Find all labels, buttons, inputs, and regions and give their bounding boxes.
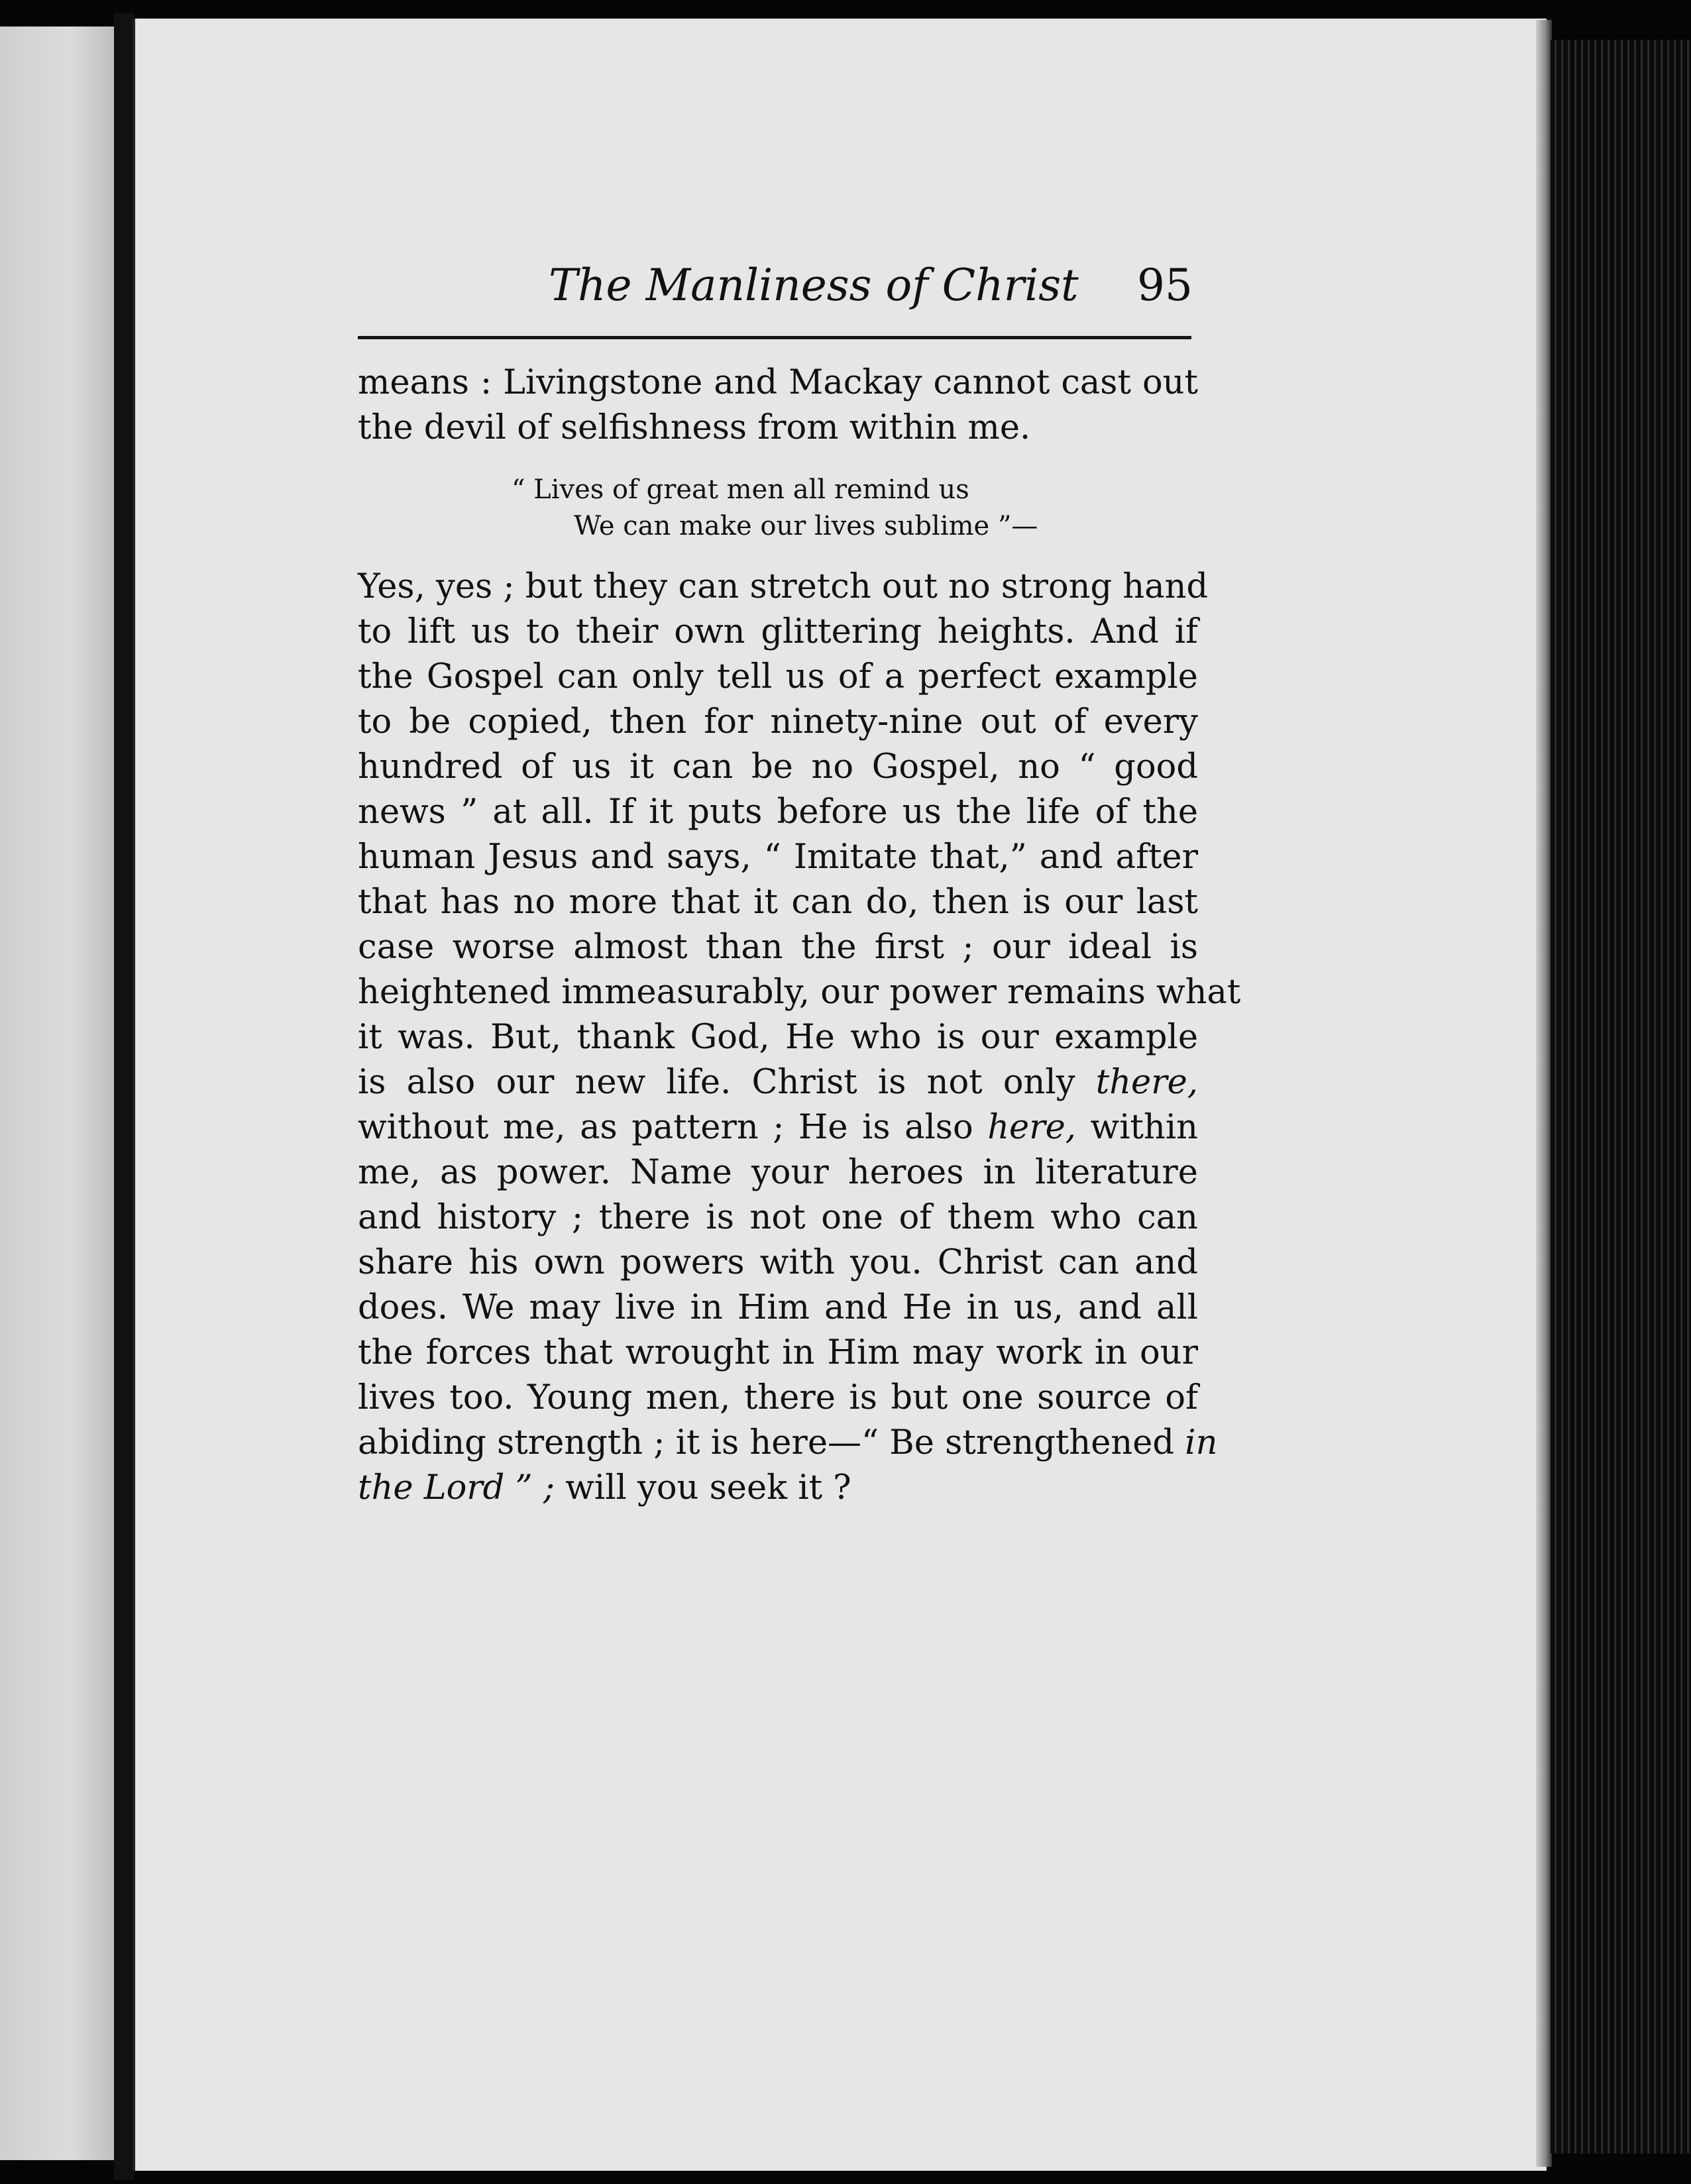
text-line: means : Livingstone and Mackay cannot cast out — [358, 363, 1198, 402]
header-rule — [358, 336, 1191, 339]
text-line — [358, 1466, 1198, 1511]
text-line: hundred of us it can be no Gospel, no “ good — [358, 747, 1198, 787]
italic-word: here, — [987, 1108, 1077, 1147]
text-line: the forces that wrought in Him may work in our — [358, 1333, 1198, 1372]
text-line — [358, 1060, 1198, 1105]
text-line: case worse almost than the first ; our ideal is — [358, 928, 1198, 967]
text-segment: without me, as pattern ; He is also — [358, 1108, 973, 1147]
verse-line: “ Lives of great men all remind us — [512, 474, 969, 505]
text-line: news ” at all. If it puts before us the life of the — [358, 792, 1198, 832]
book-gutter — [114, 13, 134, 2180]
text-line: heightened immeasurably, our power remains what — [358, 973, 1241, 1012]
text-segment: within — [1090, 1108, 1199, 1147]
text-segment: will you seek it ? — [565, 1468, 851, 1507]
text-line: and history ; there is not one of them who can — [358, 1198, 1198, 1237]
text-line: that has no more that it can do, then is our last — [358, 883, 1198, 922]
text-line: it was. But, thank God, He who is our example — [358, 1018, 1198, 1057]
text-line: does. We may live in Him and He in us, and all — [358, 1288, 1198, 1327]
text-line: to lift us to their own glittering heights. And if — [358, 612, 1198, 651]
running-head — [358, 260, 1193, 333]
opening-paragraph — [358, 360, 1198, 451]
page-fore-edge — [1536, 20, 1552, 2167]
previous-page-edge — [0, 27, 117, 2160]
text-line — [358, 1421, 1218, 1466]
text-line: Yes, yes ; but they can stretch out no strong hand — [358, 567, 1209, 606]
text-line: the devil of selfishness from within me. — [358, 408, 1031, 447]
text-line: human Jesus and says, “ Imitate that,” and after — [358, 838, 1198, 877]
text-line: lives too. Young men, there is but one source of — [358, 1378, 1198, 1417]
text-line: share his own powers with you. Christ can and — [358, 1243, 1198, 1282]
verse-line: We can make our lives sublime ”— — [574, 511, 1038, 541]
main-paragraph — [358, 565, 1241, 1511]
text-line: me, as power. Name your heroes in literature — [358, 1153, 1198, 1192]
text-line: to be copied, then for ninety-nine out of every — [358, 702, 1198, 741]
italic-word: there, — [1095, 1063, 1198, 1102]
verse-quotation — [512, 472, 1108, 545]
text-segment: is also our new life. Christ is not only — [358, 1063, 1075, 1102]
italic-word: in — [1185, 1423, 1218, 1462]
text-block-edges — [1551, 40, 1691, 2154]
text-segment: abiding strength ; it is here—“ Be strengthened — [358, 1423, 1175, 1462]
page-number: 95 — [1137, 260, 1193, 311]
text-line — [358, 1105, 1198, 1150]
italic-phrase: the Lord ” ; — [358, 1468, 555, 1507]
text-line: the Gospel can only tell us of a perfect example — [358, 657, 1198, 696]
running-title: The Manliness of Christ — [549, 260, 1079, 311]
